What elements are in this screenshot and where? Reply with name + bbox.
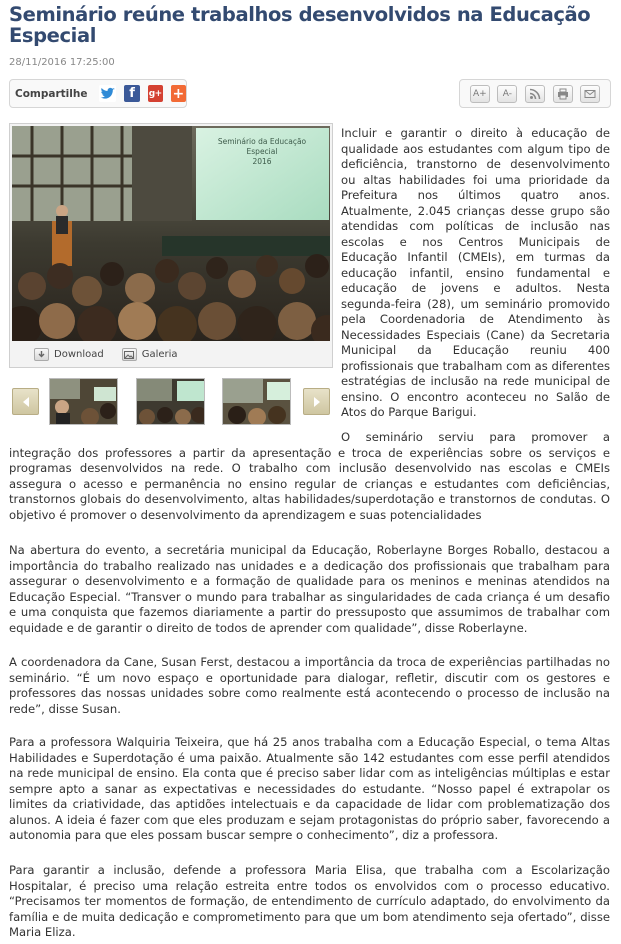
print-icon[interactable] <box>553 85 573 103</box>
share-label: Compartilhe <box>15 87 88 100</box>
rss-icon[interactable] <box>525 85 545 103</box>
email-icon[interactable] <box>580 85 600 103</box>
photo-gallery <box>9 123 333 368</box>
more-share-icon[interactable]: + <box>172 85 185 102</box>
gallery-button[interactable] <box>122 348 178 361</box>
font-increase-icon[interactable]: A+ <box>470 85 490 103</box>
article-paragraph-5: Para a professora Walquiria Teixeira, que há 25 anos trabalha com a Educação Especial, o tema Altas Habilidades e Superdotação é uma paixão. Atualmente são 142 estudantes com esse perfil atendidos na rede municipal de ensino. Ela conta que é preciso saber lidar com as inteligências múltiplas e estar sempre apto a sanar as expectativas e necessidades do estudante. “Nosso papel é extrapolar os limites da criatividade, das aptidões intelectuais e da capacidade de lidar com problematização dos alunos. A ideia é fazer com que eles produzam e sejam protagonistas do próprio saber, favorecendo a autonomia para que eles possam buscar sempre o conhecimento”, diz a professora. <box>9 735 610 842</box>
seminar-photo[interactable] <box>12 126 330 341</box>
share-bar <box>9 79 187 108</box>
slide-year: 2016 <box>252 157 272 166</box>
article-date: 28/11/2016 17:25:00 <box>9 57 115 68</box>
download-icon <box>34 348 49 361</box>
download-label: Download <box>54 349 104 360</box>
gallery-icon <box>122 348 137 361</box>
slide-title-line-2: Especial <box>246 147 278 156</box>
photo-actions <box>10 342 332 367</box>
download-button[interactable] <box>34 348 104 361</box>
next-arrow-icon[interactable] <box>303 388 330 415</box>
twitter-icon[interactable] <box>99 85 116 102</box>
thumbnail-1[interactable] <box>49 378 118 425</box>
gallery-label: Galeria <box>141 349 178 360</box>
google-plus-icon[interactable]: g+ <box>148 85 163 102</box>
article-paragraph-3: Na abertura do evento, a secretária municipal da Educação, Roberlayne Borges Roballo, destacou a importância do trabalho realizado nas unidades e a dedicação dos profissionais que trabalham para assegurar o desenvolvimento e a formação de qualidade para os meninos e meninas atendidos na Educação Especial. “Transver o mundo para trabalhar as singularidades de cada criança é um desafio e uma conquista que fazemos diariamente a partir do pressuposto que assumimos de trabalhar com equidade e de garantir o direito de todos de aprender com qualidade”, disse Roberlayne. <box>9 543 610 635</box>
font-decrease-icon[interactable]: A- <box>497 85 517 103</box>
article-paragraph-1: Incluir e garantir o direito à educação de qualidade aos estudantes com algum tipo de deficiência, transtorno de desenvolvimento ou altas habilidades foi uma prioridade da Prefeitura nos últimos quatro anos. Atualmente, 2.045 crianças desse grupo são atendidas com políticas de inclusão nas escolas e nos Centros Municipais de Educação Infantil (CMEIs), em turmas da educação infantil, ensino fundamental e educação de jovens e adultos. Nesta segunda-feira (28), um seminário promovido pela Coordenadoria de Atendimento às Necessidades Especiais (Cane) da Secretaria Municipal da Educação reuniu 400 profissionais que trabalham com as diferentes estratégias de inclusão na rede municipal de ensino. O encontro aconteceu no Salão de Atos do Parque Barigui. <box>341 126 610 419</box>
thumbnail-3[interactable] <box>222 378 291 425</box>
article-paragraph-6: Para garantir a inclusão, defende a professora Maria Elisa, que trabalha com a Escolarização Hospitalar, é preciso uma relação estreita entre todos os envolvidos com o processo educativo. “Precisamos ter momentos de formação, de entendimento de currículo adaptado, do envolvimento da família e de muita dedicação e comprometimento para que um bom atendimento seja ofertado”, disse Maria Eliza. <box>9 863 610 939</box>
previous-arrow-icon[interactable] <box>12 388 39 415</box>
facebook-icon[interactable]: f <box>124 85 139 102</box>
thumbnail-2[interactable] <box>136 378 205 425</box>
slide-title-line-1: Seminário da Educação <box>217 137 307 146</box>
article-tools-bar <box>459 79 611 108</box>
article-paragraph-2: O seminário serviu para promover a integração dos professores a partir da apresentação e troca de experiências sobre os serviços e programas desenvolvidos na rede. O trabalho com inclusão desenvolvido nas escolas e CMEIs assegura o acesso e permanência no ensino regular de crianças e estudantes com deficiências, transtornos globais do desenvolvimento, altas habilidades/superdotação e transtornos de condutas. O objetivo é promover o desenvolvimento da aprendizagem e suas potencialidades <box>9 430 610 522</box>
article-title: Seminário reúne trabalhos desenvolvidos na Educação Especial <box>9 3 591 47</box>
article-paragraph-4: A coordenadora da Cane, Susan Ferst, destacou a importância da troca de experiências partilhadas no seminário. “É um novo espaço e oportunidade para dialogar, refletir, discutir com os gestores e professores das nossas unidades sobre como realmente está acontecendo o processo de inclusão na rede”, disse Susan. <box>9 655 610 716</box>
thumbnail-strip <box>9 376 333 426</box>
